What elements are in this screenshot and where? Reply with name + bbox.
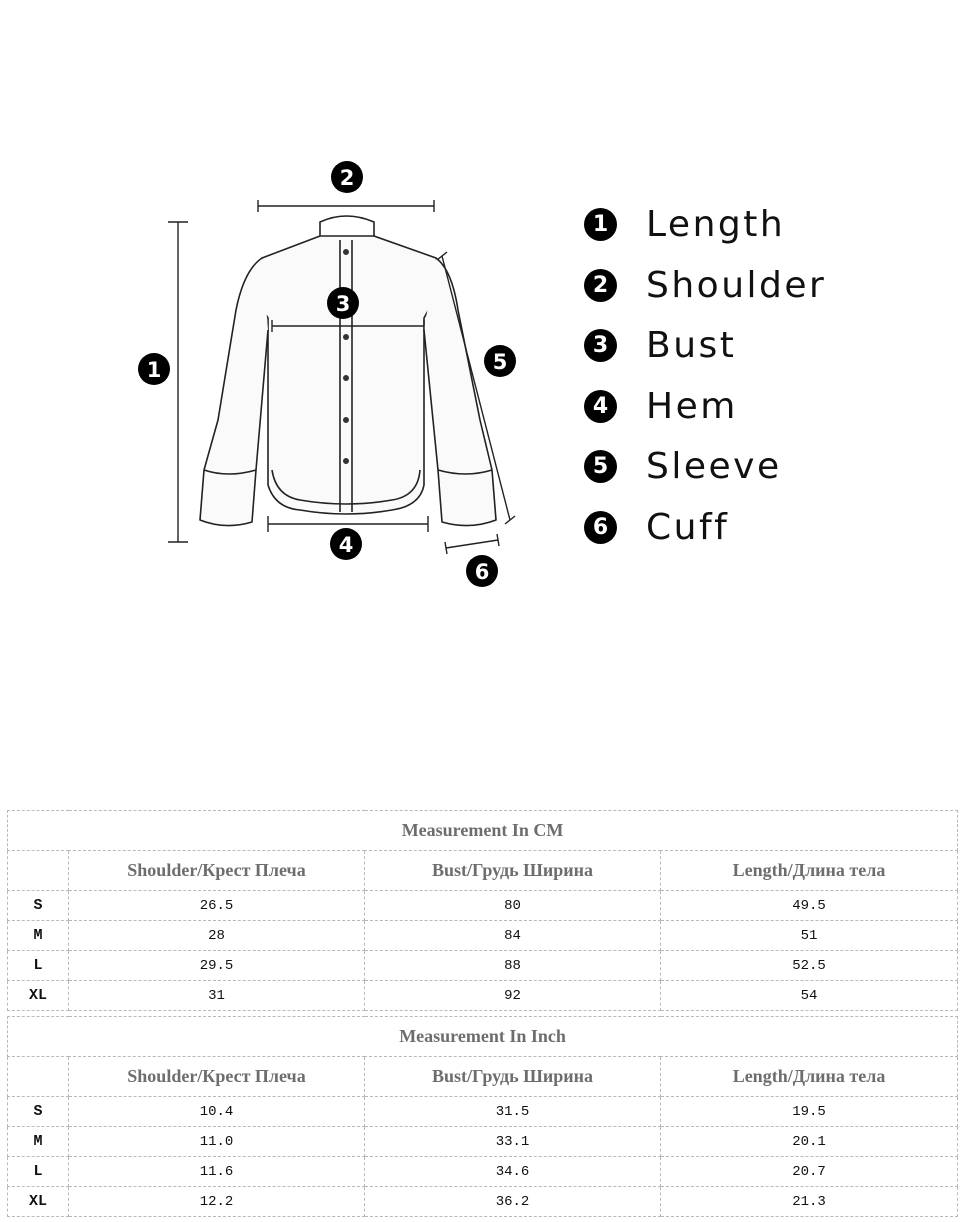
length-cell: 54 (661, 981, 958, 1011)
column-header-shoulder: Shoulder/Крест Плеча (69, 1057, 365, 1097)
size-table-cm (7, 810, 958, 1011)
table-row (8, 1187, 958, 1217)
table-header-row (8, 1057, 958, 1097)
table-row (8, 951, 958, 981)
bust-cell: 88 (365, 951, 661, 981)
marker-hem (330, 528, 362, 560)
bust-cell: 80 (365, 891, 661, 921)
table-title: Measurement In Inch (8, 1017, 958, 1057)
size-cell: S (8, 891, 69, 921)
bust-cell: 33.1 (365, 1127, 661, 1157)
length-cell: 20.1 (661, 1127, 958, 1157)
legend-label: Hem (646, 385, 738, 427)
length-cell: 49.5 (661, 891, 958, 921)
legend-label: Cuff (646, 506, 730, 548)
column-header-bust: Bust/Грудь Ширина (365, 1057, 661, 1097)
svg-text:5: 5 (492, 350, 508, 374)
bust-cell: 31.5 (365, 1097, 661, 1127)
shoulder-cell: 26.5 (69, 891, 365, 921)
bust-cell: 92 (365, 981, 661, 1011)
table-row (8, 921, 958, 951)
svg-text:2: 2 (339, 166, 355, 190)
legend-label: Bust (646, 325, 737, 367)
shoulder-cell: 11.6 (69, 1157, 365, 1187)
shoulder-cell: 11.0 (69, 1127, 365, 1157)
size-cell: S (8, 1097, 69, 1127)
marker-bust (327, 287, 359, 319)
bust-cell: 36.2 (365, 1187, 661, 1217)
shoulder-cell: 28 (69, 921, 365, 951)
legend-label: Sleeve (646, 446, 782, 488)
column-header-length: Length/Длина тела (661, 851, 958, 891)
legend-number: 1 (584, 208, 617, 241)
table-row (8, 981, 958, 1011)
shirt-outline (200, 216, 496, 526)
length-cell: 19.5 (661, 1097, 958, 1127)
marker-length (138, 353, 170, 385)
table-row (8, 891, 958, 921)
legend-number: 4 (584, 390, 617, 423)
shoulder-cell: 29.5 (69, 951, 365, 981)
table-row (8, 1097, 958, 1127)
marker-cuff (466, 555, 498, 587)
column-header-size (8, 1057, 69, 1097)
legend-label: Shoulder (646, 264, 827, 306)
shoulder-cell: 12.2 (69, 1187, 365, 1217)
svg-text:6: 6 (474, 560, 490, 584)
column-header-size (8, 851, 69, 891)
svg-text:3: 3 (335, 292, 351, 316)
size-cell: M (8, 921, 69, 951)
column-header-length: Length/Длина тела (661, 1057, 958, 1097)
table-header-row (8, 851, 958, 891)
bust-cell: 34.6 (365, 1157, 661, 1187)
legend-label: Length (646, 204, 786, 245)
svg-text:4: 4 (338, 533, 354, 557)
legend-number: 5 (584, 450, 617, 483)
length-cell: 20.7 (661, 1157, 958, 1187)
size-cell: L (8, 951, 69, 981)
svg-text:1: 1 (146, 358, 162, 382)
legend-number: 3 (584, 329, 617, 362)
size-cell: XL (8, 1187, 69, 1217)
marker-sleeve (484, 345, 516, 377)
marker-shoulder (331, 161, 363, 193)
size-cell: XL (8, 981, 69, 1011)
length-cell: 52.5 (661, 951, 958, 981)
shoulder-cell: 10.4 (69, 1097, 365, 1127)
legend-number: 6 (584, 511, 617, 544)
table-title: Measurement In CM (8, 811, 958, 851)
length-cell: 21.3 (661, 1187, 958, 1217)
length-cell: 51 (661, 921, 958, 951)
size-table-inch (7, 1016, 958, 1217)
shoulder-cell: 31 (69, 981, 365, 1011)
legend-number: 2 (584, 269, 617, 302)
table-row (8, 1127, 958, 1157)
size-cell: M (8, 1127, 69, 1157)
column-header-shoulder: Shoulder/Крест Плеча (69, 851, 365, 891)
column-header-bust: Bust/Грудь Ширина (365, 851, 661, 891)
bust-cell: 84 (365, 921, 661, 951)
table-row (8, 1157, 958, 1187)
size-cell: L (8, 1157, 69, 1187)
